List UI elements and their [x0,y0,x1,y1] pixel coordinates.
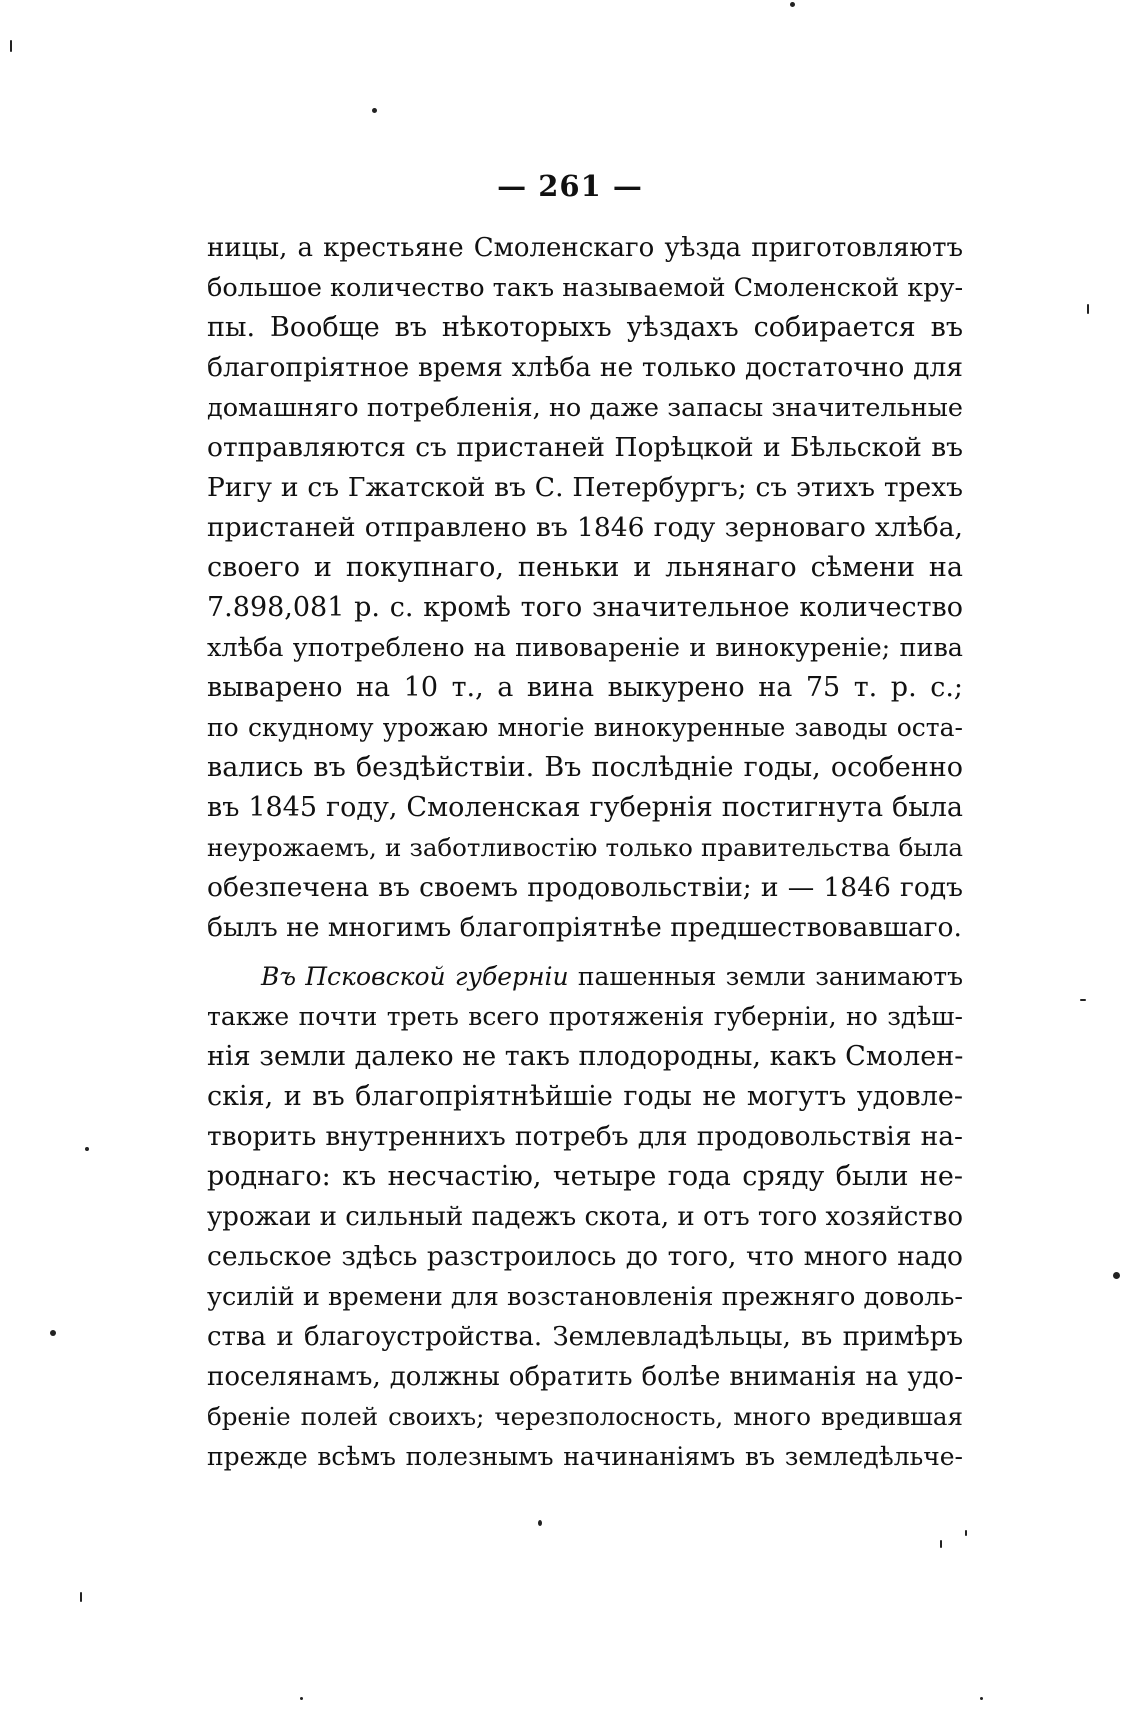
text-line: скія, и въ благопріятнѣйшіе годы не могутъ удовле- [207,1081,963,1112]
text-line: выварено на 10 т., а вина выкурено на 75 т. р. с.; [207,672,963,703]
text-line: нія земли далеко не такъ плодородны, какъ Смолен- [207,1041,963,1072]
italic-lead: Въ Псковской губерніи [261,962,569,991]
body-text [207,228,963,1477]
text-line: прежде всѣмъ полезнымъ начинаніямъ въ земледѣльче- [207,1442,963,1471]
text-line: хлѣба употреблено на пивовареніе и винокуреніе; пива [207,633,963,663]
scan-speck [1080,999,1086,1001]
scan-speck [50,1330,56,1336]
text-line: отправляются съ пристаней Порѣцкой и Бѣльской въ [207,432,963,463]
scan-speck [85,1147,89,1151]
scan-speck [940,1540,942,1548]
paragraph-2 [207,957,963,1477]
scan-speck [300,1697,303,1700]
text-line: неурожаемъ, и заботливостію только правительства была [207,833,963,862]
text-line: усилій и времени для возстановленія прежняго доволь- [207,1282,963,1312]
text-line: роднаго: къ несчастію, четыре года сряду были не- [207,1161,963,1192]
scan-speck [1113,1272,1120,1279]
page-number: — 261 — [497,169,643,203]
text-line-first [207,957,963,997]
text-line: былъ не многимъ благопріятнѣе предшествовавшаго. [207,912,962,943]
text-line: пы. Вообще въ нѣкоторыхъ уѣздахъ собирается въ [207,312,963,343]
text-line: въ 1845 году, Смоленская губернія постигнута была [207,792,963,823]
scan-speck [1087,304,1089,314]
text-line: своего и покупнаго, пеньки и льнянаго сѣмени на [207,552,963,583]
text-line: по скудному урожаю многіе винокуренные заводы оста- [207,713,963,742]
text-line: домашняго потребленія, но даже запасы значительные [207,393,963,423]
text-line: творить внутреннихъ потребъ для продовольствія на- [207,1121,963,1152]
text-line: вались въ бездѣйствіи. Въ послѣдніе годы, особенно [207,752,963,783]
scan-speck [980,1697,983,1700]
scan-speck [538,1520,542,1526]
scan-speck [790,2,795,7]
text-line: ства и благоустройства. Землевладѣльцы, въ примѣръ [207,1322,963,1352]
scan-speck [372,108,377,113]
text-line: 7.898,081 р. с. кромѣ того значительное количество [207,592,963,623]
text-line: ницы, а крестьяне Смоленскаго уѣзда приготовляютъ [207,233,963,263]
text-line: обезпечена въ своемъ продовольствіи; и — 1846 годъ [207,872,963,903]
first-line-rest: пашенныя земли занимаютъ [568,962,963,991]
paragraph-1 [207,228,963,948]
scan-speck [965,1530,967,1536]
paragraph-gap [207,948,963,957]
text-line: урожаи и сильный падежъ скота, и отъ того хозяйство [207,1202,963,1232]
text-line: Ригу и съ Гжатской въ С. Петербургъ; съ этихъ трехъ [207,472,963,503]
text-line: благопріятное время хлѣба не только достаточно для [207,352,963,383]
scan-speck [10,40,12,52]
text-line: пристаней отправлено въ 1846 году зерноваго хлѣба, [207,512,963,543]
text-line: также почти треть всего протяженія губерніи, но здѣш- [207,1002,963,1031]
text-line: большое количество такъ называемой Смоленской кру- [207,273,963,303]
text-line: сельское здѣсь разстроилось до того, что много надо [207,1241,963,1272]
text-line: бреніе полей своихъ; черезполосность, много вредившая [207,1402,963,1431]
scan-speck [80,1592,82,1602]
text-line: поселянамъ, должны обратить болѣе вниманія на удо- [207,1362,963,1392]
